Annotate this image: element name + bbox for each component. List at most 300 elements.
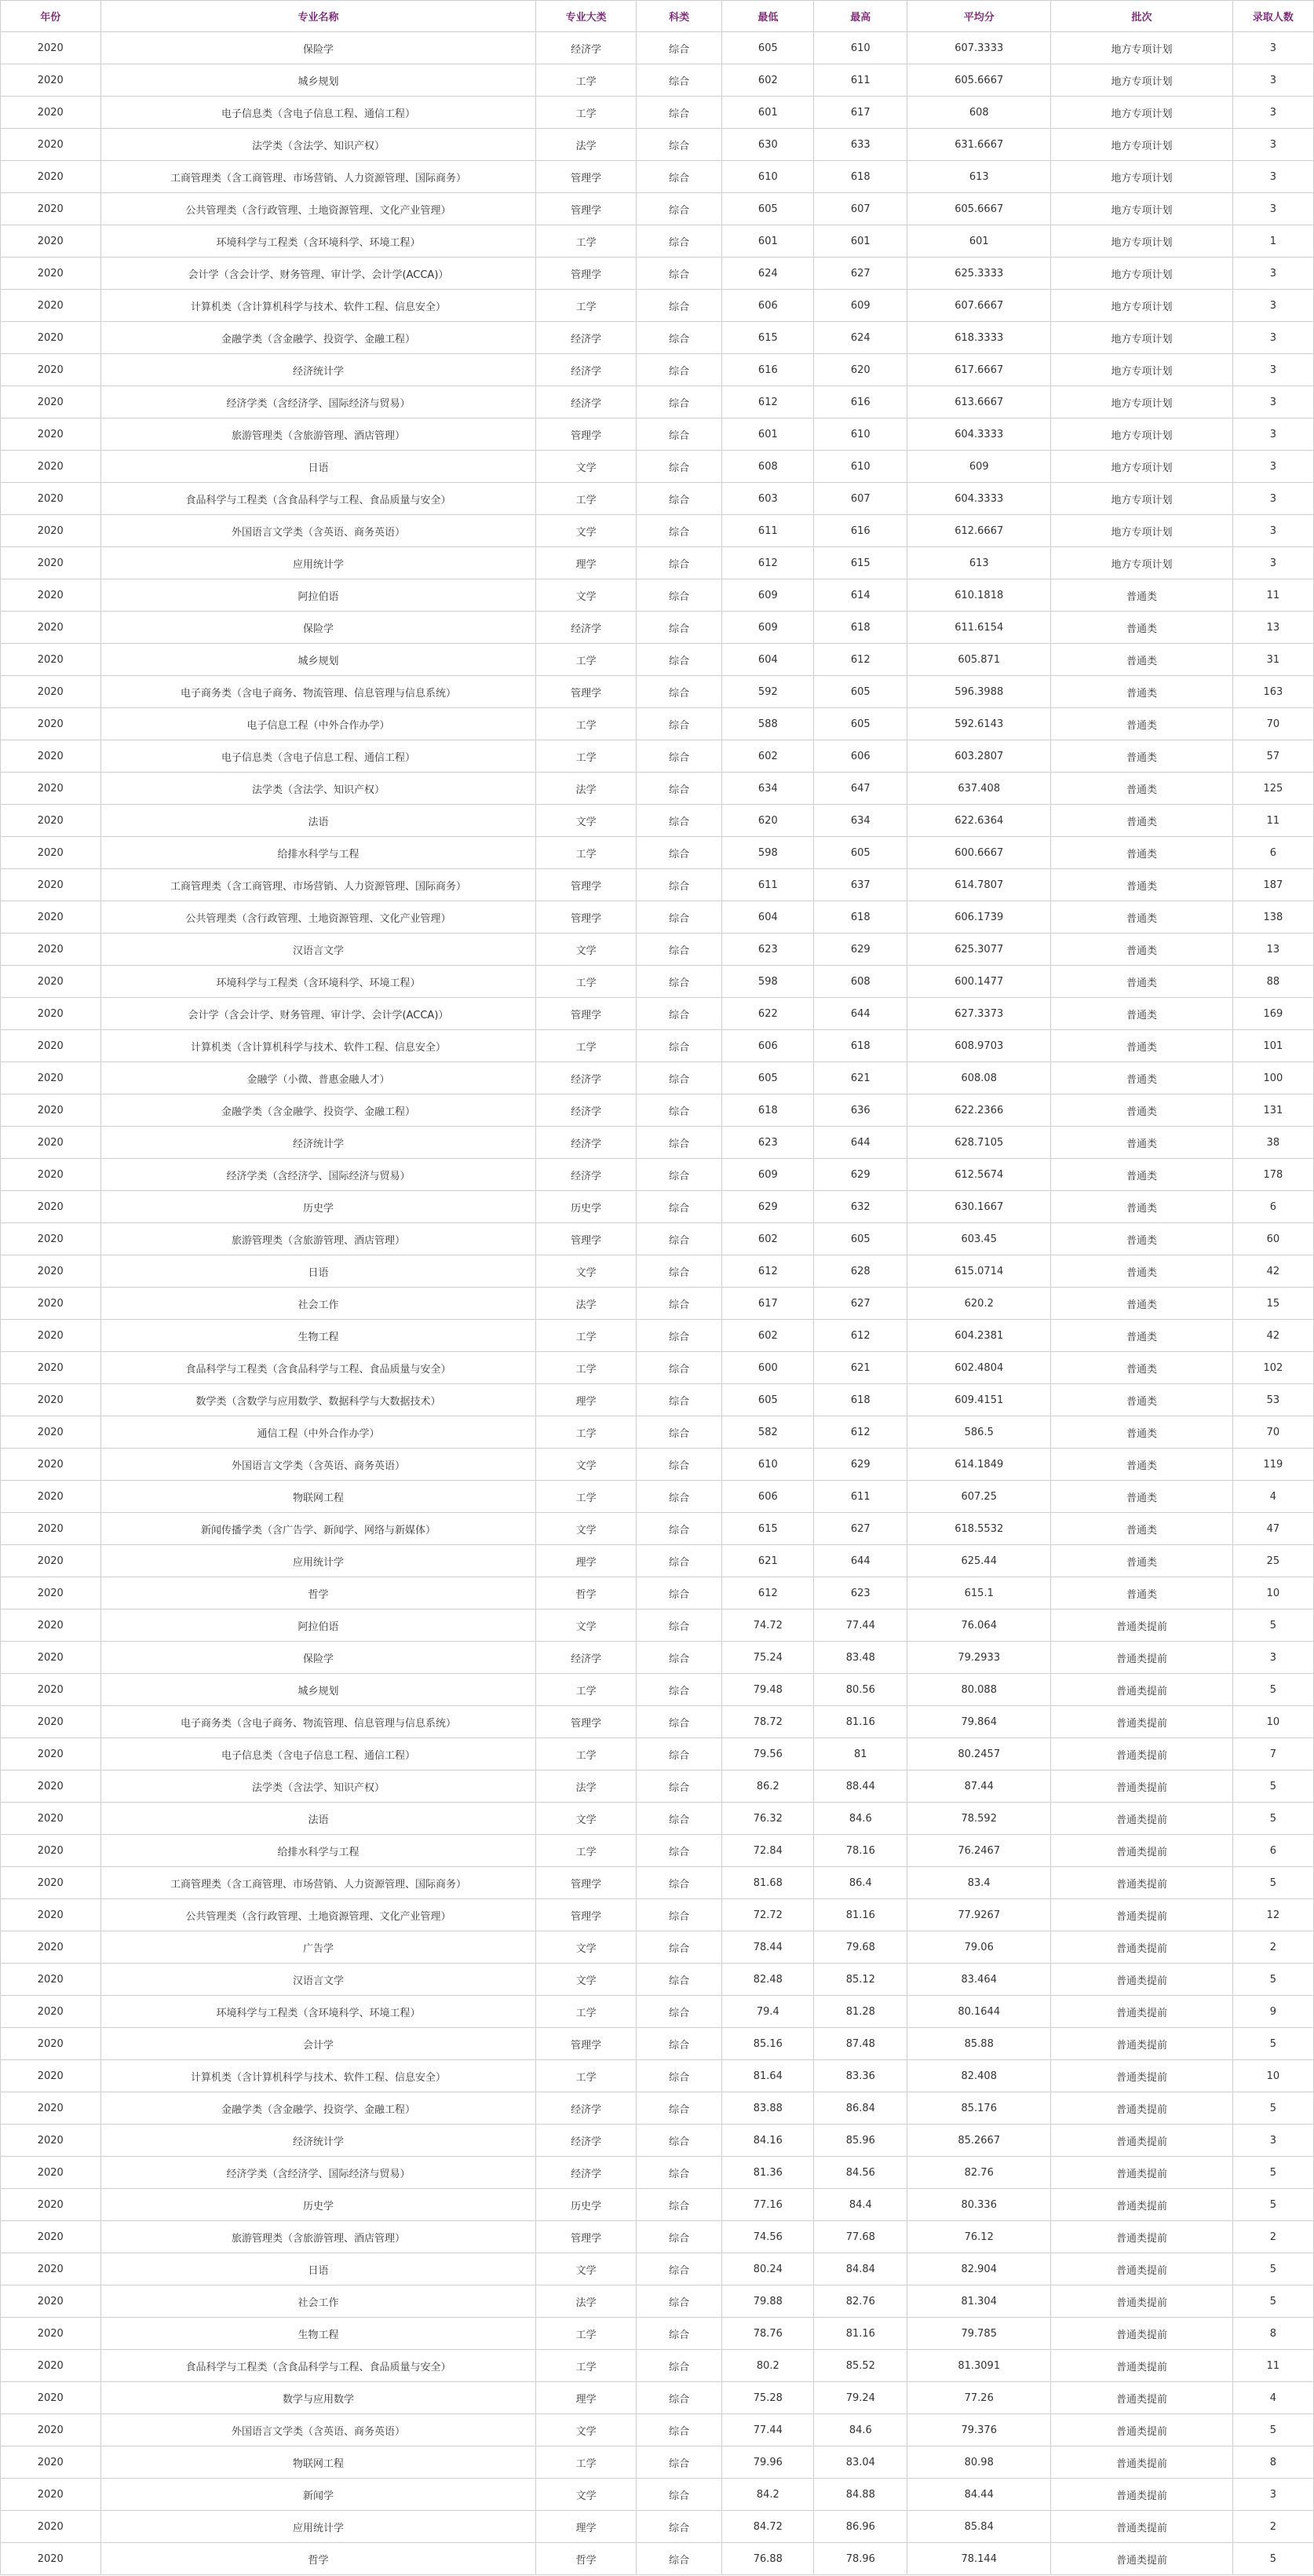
table-row [1, 290, 1314, 322]
cell-major-name: 阿拉伯语 [100, 1610, 536, 1642]
cell-batch: 普通类提前 [1051, 1964, 1233, 1996]
cell-batch: 地方专项计划 [1051, 547, 1233, 579]
cell-max-score: 618 [814, 1030, 907, 1062]
cell-max-score: 627 [814, 1288, 907, 1320]
cell-year: 2020 [1, 1674, 101, 1706]
cell-avg-score: 615.1 [907, 1577, 1051, 1610]
cell-min-score: 612 [722, 1255, 814, 1288]
cell-max-score: 605 [814, 676, 907, 708]
cell-min-score: 611 [722, 515, 814, 547]
cell-avg-score: 618.5532 [907, 1513, 1051, 1545]
cell-year: 2020 [1, 1127, 101, 1159]
cell-subject-type: 综合 [636, 515, 721, 547]
table-row [1, 354, 1314, 386]
cell-max-score: 78.96 [814, 2543, 907, 2575]
cell-year: 2020 [1, 1352, 101, 1384]
cell-major-category: 经济学 [536, 322, 637, 354]
cell-batch: 普通类 [1051, 901, 1233, 934]
cell-batch: 普通类提前 [1051, 2157, 1233, 2189]
cell-year: 2020 [1, 322, 101, 354]
cell-major-category: 文学 [536, 805, 637, 837]
cell-subject-type: 综合 [636, 1738, 721, 1770]
cell-avg-score: 85.176 [907, 2092, 1051, 2125]
table-row [1, 1545, 1314, 1577]
cell-year: 2020 [1, 2511, 101, 2543]
cell-major-name: 会计学 [100, 2028, 536, 2060]
cell-admitted-count: 12 [1232, 1899, 1313, 1931]
cell-major-category: 工学 [536, 966, 637, 998]
cell-admitted-count: 5 [1232, 1610, 1313, 1642]
cell-min-score: 77.16 [722, 2189, 814, 2221]
cell-min-score: 605 [722, 1062, 814, 1094]
cell-admitted-count: 5 [1232, 2286, 1313, 2318]
cell-admitted-count: 5 [1232, 2189, 1313, 2221]
cell-year: 2020 [1, 2028, 101, 2060]
cell-min-score: 602 [722, 1320, 814, 1352]
cell-major-category: 管理学 [536, 676, 637, 708]
cell-avg-score: 87.44 [907, 1770, 1051, 1803]
header-major-category: 专业大类 [536, 1, 637, 32]
cell-avg-score: 609 [907, 451, 1051, 483]
cell-major-category: 经济学 [536, 32, 637, 64]
cell-subject-type: 综合 [636, 225, 721, 258]
cell-year: 2020 [1, 1867, 101, 1899]
table-row [1, 901, 1314, 934]
cell-max-score: 81.28 [814, 1996, 907, 2028]
table-row [1, 1867, 1314, 1899]
cell-avg-score: 79.2933 [907, 1642, 1051, 1674]
cell-max-score: 84.6 [814, 1803, 907, 1835]
cell-subject-type: 综合 [636, 322, 721, 354]
cell-min-score: 79.4 [722, 1996, 814, 2028]
cell-min-score: 72.72 [722, 1899, 814, 1931]
cell-max-score: 627 [814, 1513, 907, 1545]
table-row [1, 1449, 1314, 1481]
cell-subject-type: 综合 [636, 708, 721, 740]
cell-admitted-count: 131 [1232, 1094, 1313, 1127]
cell-major-name: 经济学类（含经济学、国际经济与贸易） [100, 2157, 536, 2189]
cell-avg-score: 80.088 [907, 1674, 1051, 1706]
cell-major-category: 经济学 [536, 1127, 637, 1159]
cell-admitted-count: 2 [1232, 2511, 1313, 2543]
cell-min-score: 78.72 [722, 1706, 814, 1738]
cell-major-category: 理学 [536, 2511, 637, 2543]
cell-subject-type: 综合 [636, 1416, 721, 1449]
cell-min-score: 624 [722, 258, 814, 290]
cell-batch: 普通类提前 [1051, 1996, 1233, 2028]
cell-year: 2020 [1, 676, 101, 708]
table-row [1, 1288, 1314, 1320]
cell-min-score: 81.68 [722, 1867, 814, 1899]
table-row [1, 805, 1314, 837]
cell-max-score: 606 [814, 740, 907, 773]
cell-batch: 普通类提前 [1051, 2414, 1233, 2446]
cell-batch: 普通类 [1051, 773, 1233, 805]
cell-min-score: 84.16 [722, 2125, 814, 2157]
cell-major-name: 保险学 [100, 32, 536, 64]
cell-min-score: 623 [722, 934, 814, 966]
cell-avg-score: 613 [907, 547, 1051, 579]
cell-year: 2020 [1, 998, 101, 1030]
table-row [1, 2028, 1314, 2060]
cell-year: 2020 [1, 258, 101, 290]
cell-subject-type: 综合 [636, 1159, 721, 1191]
table-row [1, 1159, 1314, 1191]
cell-max-score: 644 [814, 1545, 907, 1577]
cell-major-name: 环境科学与工程类（含环境科学、环境工程） [100, 966, 536, 998]
cell-major-name: 生物工程 [100, 2318, 536, 2350]
cell-year: 2020 [1, 1545, 101, 1577]
cell-subject-type: 综合 [636, 612, 721, 644]
cell-major-name: 计算机类（含计算机科学与技术、软件工程、信息安全） [100, 290, 536, 322]
cell-min-score: 86.2 [722, 1770, 814, 1803]
cell-admitted-count: 3 [1232, 2125, 1313, 2157]
cell-admitted-count: 100 [1232, 1062, 1313, 1094]
cell-admitted-count: 60 [1232, 1223, 1313, 1255]
cell-min-score: 621 [722, 1545, 814, 1577]
cell-subject-type: 综合 [636, 1062, 721, 1094]
cell-year: 2020 [1, 773, 101, 805]
cell-max-score: 85.96 [814, 2125, 907, 2157]
table-row [1, 837, 1314, 869]
cell-max-score: 601 [814, 225, 907, 258]
cell-batch: 地方专项计划 [1051, 161, 1233, 193]
cell-year: 2020 [1, 1803, 101, 1835]
cell-major-category: 管理学 [536, 1223, 637, 1255]
cell-major-category: 哲学 [536, 1577, 637, 1610]
cell-max-score: 83.48 [814, 1642, 907, 1674]
cell-year: 2020 [1, 515, 101, 547]
cell-major-category: 工学 [536, 837, 637, 869]
cell-admitted-count: 6 [1232, 1835, 1313, 1867]
cell-avg-score: 85.88 [907, 2028, 1051, 2060]
cell-major-category: 文学 [536, 1513, 637, 1545]
table-row [1, 1352, 1314, 1384]
cell-batch: 地方专项计划 [1051, 515, 1233, 547]
cell-admitted-count: 3 [1232, 547, 1313, 579]
cell-major-category: 文学 [536, 2253, 637, 2286]
cell-avg-score: 612.5674 [907, 1159, 1051, 1191]
cell-batch: 普通类 [1051, 644, 1233, 676]
cell-min-score: 85.16 [722, 2028, 814, 2060]
cell-major-category: 工学 [536, 1738, 637, 1770]
cell-admitted-count: 8 [1232, 2446, 1313, 2479]
cell-min-score: 610 [722, 1449, 814, 1481]
cell-min-score: 75.24 [722, 1642, 814, 1674]
cell-year: 2020 [1, 708, 101, 740]
cell-avg-score: 607.6667 [907, 290, 1051, 322]
cell-year: 2020 [1, 1770, 101, 1803]
cell-admitted-count: 57 [1232, 740, 1313, 773]
cell-max-score: 629 [814, 1159, 907, 1191]
cell-subject-type: 综合 [636, 193, 721, 225]
cell-major-category: 工学 [536, 97, 637, 129]
cell-avg-score: 78.144 [907, 2543, 1051, 2575]
cell-avg-score: 83.464 [907, 1964, 1051, 1996]
cell-batch: 普通类提前 [1051, 2028, 1233, 2060]
cell-max-score: 84.84 [814, 2253, 907, 2286]
cell-avg-score: 625.3333 [907, 258, 1051, 290]
cell-max-score: 82.76 [814, 2286, 907, 2318]
cell-year: 2020 [1, 1577, 101, 1610]
cell-admitted-count: 3 [1232, 193, 1313, 225]
cell-batch: 地方专项计划 [1051, 290, 1233, 322]
cell-batch: 地方专项计划 [1051, 354, 1233, 386]
cell-max-score: 84.88 [814, 2479, 907, 2511]
table-row [1, 1481, 1314, 1513]
cell-max-score: 637 [814, 869, 907, 901]
cell-avg-score: 85.84 [907, 2511, 1051, 2543]
cell-max-score: 83.04 [814, 2446, 907, 2479]
cell-major-name: 数学类（含数学与应用数学、数据科学与大数据技术） [100, 1384, 536, 1416]
cell-avg-score: 82.904 [907, 2253, 1051, 2286]
cell-batch: 普通类 [1051, 1416, 1233, 1449]
cell-subject-type: 综合 [636, 1770, 721, 1803]
cell-avg-score: 606.1739 [907, 901, 1051, 934]
cell-max-score: 86.84 [814, 2092, 907, 2125]
cell-min-score: 79.96 [722, 2446, 814, 2479]
cell-batch: 普通类 [1051, 1481, 1233, 1513]
cell-batch: 普通类 [1051, 579, 1233, 612]
cell-min-score: 83.88 [722, 2092, 814, 2125]
cell-year: 2020 [1, 1706, 101, 1738]
cell-major-name: 广告学 [100, 1931, 536, 1964]
cell-admitted-count: 5 [1232, 2157, 1313, 2189]
cell-major-category: 管理学 [536, 161, 637, 193]
cell-subject-type: 综合 [636, 2318, 721, 2350]
cell-avg-score: 605.6667 [907, 193, 1051, 225]
cell-year: 2020 [1, 1964, 101, 1996]
cell-major-category: 管理学 [536, 2221, 637, 2253]
cell-batch: 普通类 [1051, 934, 1233, 966]
cell-year: 2020 [1, 1030, 101, 1062]
table-row [1, 1062, 1314, 1094]
cell-admitted-count: 11 [1232, 805, 1313, 837]
cell-admitted-count: 138 [1232, 901, 1313, 934]
cell-max-score: 87.48 [814, 2028, 907, 2060]
cell-major-category: 工学 [536, 1996, 637, 2028]
table-row [1, 2189, 1314, 2221]
cell-subject-type: 综合 [636, 1288, 721, 1320]
cell-max-score: 616 [814, 386, 907, 418]
cell-year: 2020 [1, 129, 101, 161]
table-row [1, 2479, 1314, 2511]
cell-major-name: 经济学类（含经济学、国际经济与贸易） [100, 386, 536, 418]
cell-subject-type: 综合 [636, 547, 721, 579]
cell-batch: 地方专项计划 [1051, 258, 1233, 290]
cell-avg-score: 627.3373 [907, 998, 1051, 1030]
cell-max-score: 77.68 [814, 2221, 907, 2253]
cell-year: 2020 [1, 837, 101, 869]
cell-subject-type: 综合 [636, 290, 721, 322]
cell-batch: 普通类提前 [1051, 1738, 1233, 1770]
cell-year: 2020 [1, 1996, 101, 2028]
cell-year: 2020 [1, 2221, 101, 2253]
table-row [1, 1513, 1314, 1545]
cell-major-category: 管理学 [536, 1706, 637, 1738]
table-row [1, 1996, 1314, 2028]
header-batch: 批次 [1051, 1, 1233, 32]
table-row [1, 1899, 1314, 1931]
cell-subject-type: 综合 [636, 1674, 721, 1706]
cell-year: 2020 [1, 2157, 101, 2189]
table-row [1, 483, 1314, 515]
cell-subject-type: 综合 [636, 1867, 721, 1899]
cell-admitted-count: 5 [1232, 2253, 1313, 2286]
cell-year: 2020 [1, 1062, 101, 1094]
cell-year: 2020 [1, 1416, 101, 1449]
cell-batch: 普通类 [1051, 740, 1233, 773]
cell-batch: 地方专项计划 [1051, 193, 1233, 225]
cell-min-score: 598 [722, 837, 814, 869]
cell-admitted-count: 70 [1232, 708, 1313, 740]
cell-avg-score: 82.76 [907, 2157, 1051, 2189]
cell-year: 2020 [1, 64, 101, 97]
table-row [1, 1320, 1314, 1352]
cell-min-score: 604 [722, 644, 814, 676]
table-row [1, 258, 1314, 290]
cell-major-category: 理学 [536, 1384, 637, 1416]
cell-subject-type: 综合 [636, 129, 721, 161]
table-row [1, 515, 1314, 547]
table-row [1, 97, 1314, 129]
cell-subject-type: 综合 [636, 2125, 721, 2157]
cell-year: 2020 [1, 2543, 101, 2575]
cell-major-name: 哲学 [100, 1577, 536, 1610]
cell-admitted-count: 3 [1232, 418, 1313, 451]
cell-major-category: 法学 [536, 773, 637, 805]
cell-year: 2020 [1, 2446, 101, 2479]
cell-major-category: 工学 [536, 2446, 637, 2479]
cell-batch: 普通类 [1051, 1449, 1233, 1481]
cell-max-score: 618 [814, 612, 907, 644]
cell-admitted-count: 1 [1232, 225, 1313, 258]
table-row [1, 579, 1314, 612]
cell-major-name: 城乡规划 [100, 64, 536, 97]
cell-year: 2020 [1, 2286, 101, 2318]
cell-max-score: 81.16 [814, 1899, 907, 1931]
cell-min-score: 618 [722, 1094, 814, 1127]
cell-batch: 普通类 [1051, 1577, 1233, 1610]
cell-subject-type: 综合 [636, 1223, 721, 1255]
cell-min-score: 84.2 [722, 2479, 814, 2511]
cell-min-score: 77.44 [722, 2414, 814, 2446]
cell-admitted-count: 3 [1232, 161, 1313, 193]
cell-avg-score: 618.3333 [907, 322, 1051, 354]
cell-min-score: 81.36 [722, 2157, 814, 2189]
cell-min-score: 604 [722, 901, 814, 934]
cell-subject-type: 综合 [636, 2189, 721, 2221]
cell-year: 2020 [1, 97, 101, 129]
cell-min-score: 615 [722, 322, 814, 354]
cell-major-name: 外国语言文学类（含英语、商务英语） [100, 1449, 536, 1481]
table-row [1, 1191, 1314, 1223]
cell-major-name: 电子信息类（含电子信息工程、通信工程） [100, 740, 536, 773]
cell-year: 2020 [1, 1899, 101, 1931]
cell-major-name: 金融学类（含金融学、投资学、金融工程） [100, 1094, 536, 1127]
cell-batch: 普通类 [1051, 1062, 1233, 1094]
cell-max-score: 81 [814, 1738, 907, 1770]
cell-major-name: 食品科学与工程类（含食品科学与工程、食品质量与安全） [100, 2350, 536, 2382]
cell-major-category: 法学 [536, 1288, 637, 1320]
cell-major-name: 汉语言文学 [100, 934, 536, 966]
cell-subject-type: 综合 [636, 2511, 721, 2543]
cell-major-category: 管理学 [536, 998, 637, 1030]
cell-year: 2020 [1, 1255, 101, 1288]
cell-batch: 地方专项计划 [1051, 483, 1233, 515]
cell-subject-type: 综合 [636, 1964, 721, 1996]
cell-max-score: 605 [814, 708, 907, 740]
cell-major-name: 新闻学 [100, 2479, 536, 2511]
cell-major-category: 工学 [536, 2060, 637, 2092]
header-subject-type: 科类 [636, 1, 721, 32]
cell-batch: 普通类 [1051, 708, 1233, 740]
cell-max-score: 612 [814, 1320, 907, 1352]
cell-major-name: 食品科学与工程类（含食品科学与工程、食品质量与安全） [100, 483, 536, 515]
cell-max-score: 636 [814, 1094, 907, 1127]
cell-admitted-count: 169 [1232, 998, 1313, 1030]
cell-min-score: 601 [722, 418, 814, 451]
cell-admitted-count: 3 [1232, 483, 1313, 515]
cell-admitted-count: 42 [1232, 1255, 1313, 1288]
cell-max-score: 633 [814, 129, 907, 161]
cell-major-name: 历史学 [100, 2189, 536, 2221]
table-row [1, 547, 1314, 579]
cell-major-category: 工学 [536, 1835, 637, 1867]
cell-batch: 普通类 [1051, 966, 1233, 998]
table-body [1, 32, 1314, 2575]
cell-major-name: 工商管理类（含工商管理、市场营销、人力资源管理、国际商务） [100, 869, 536, 901]
cell-subject-type: 综合 [636, 2253, 721, 2286]
cell-major-name: 应用统计学 [100, 547, 536, 579]
cell-major-category: 文学 [536, 451, 637, 483]
cell-major-name: 环境科学与工程类（含环境科学、环境工程） [100, 1996, 536, 2028]
table-row [1, 2253, 1314, 2286]
cell-batch: 地方专项计划 [1051, 225, 1233, 258]
header-year: 年份 [1, 1, 101, 32]
cell-major-category: 工学 [536, 644, 637, 676]
cell-max-score: 85.12 [814, 1964, 907, 1996]
cell-min-score: 76.88 [722, 2543, 814, 2575]
cell-avg-score: 628.7105 [907, 1127, 1051, 1159]
cell-admitted-count: 3 [1232, 97, 1313, 129]
cell-major-category: 经济学 [536, 1094, 637, 1127]
cell-batch: 普通类 [1051, 1545, 1233, 1577]
cell-avg-score: 604.3333 [907, 483, 1051, 515]
cell-major-name: 生物工程 [100, 1320, 536, 1352]
cell-admitted-count: 2 [1232, 2221, 1313, 2253]
cell-admitted-count: 10 [1232, 1706, 1313, 1738]
cell-avg-score: 608 [907, 97, 1051, 129]
cell-subject-type: 综合 [636, 1094, 721, 1127]
cell-major-category: 工学 [536, 290, 637, 322]
cell-major-category: 工学 [536, 1674, 637, 1706]
cell-max-score: 84.6 [814, 2414, 907, 2446]
cell-admitted-count: 5 [1232, 1964, 1313, 1996]
cell-subject-type: 综合 [636, 966, 721, 998]
cell-avg-score: 604.2381 [907, 1320, 1051, 1352]
cell-year: 2020 [1, 451, 101, 483]
cell-max-score: 644 [814, 1127, 907, 1159]
cell-max-score: 84.4 [814, 2189, 907, 2221]
cell-subject-type: 综合 [636, 869, 721, 901]
cell-subject-type: 综合 [636, 1352, 721, 1384]
table-row [1, 2318, 1314, 2350]
cell-avg-score: 630.1667 [907, 1191, 1051, 1223]
cell-major-category: 工学 [536, 708, 637, 740]
table-row [1, 418, 1314, 451]
cell-batch: 普通类提前 [1051, 2318, 1233, 2350]
